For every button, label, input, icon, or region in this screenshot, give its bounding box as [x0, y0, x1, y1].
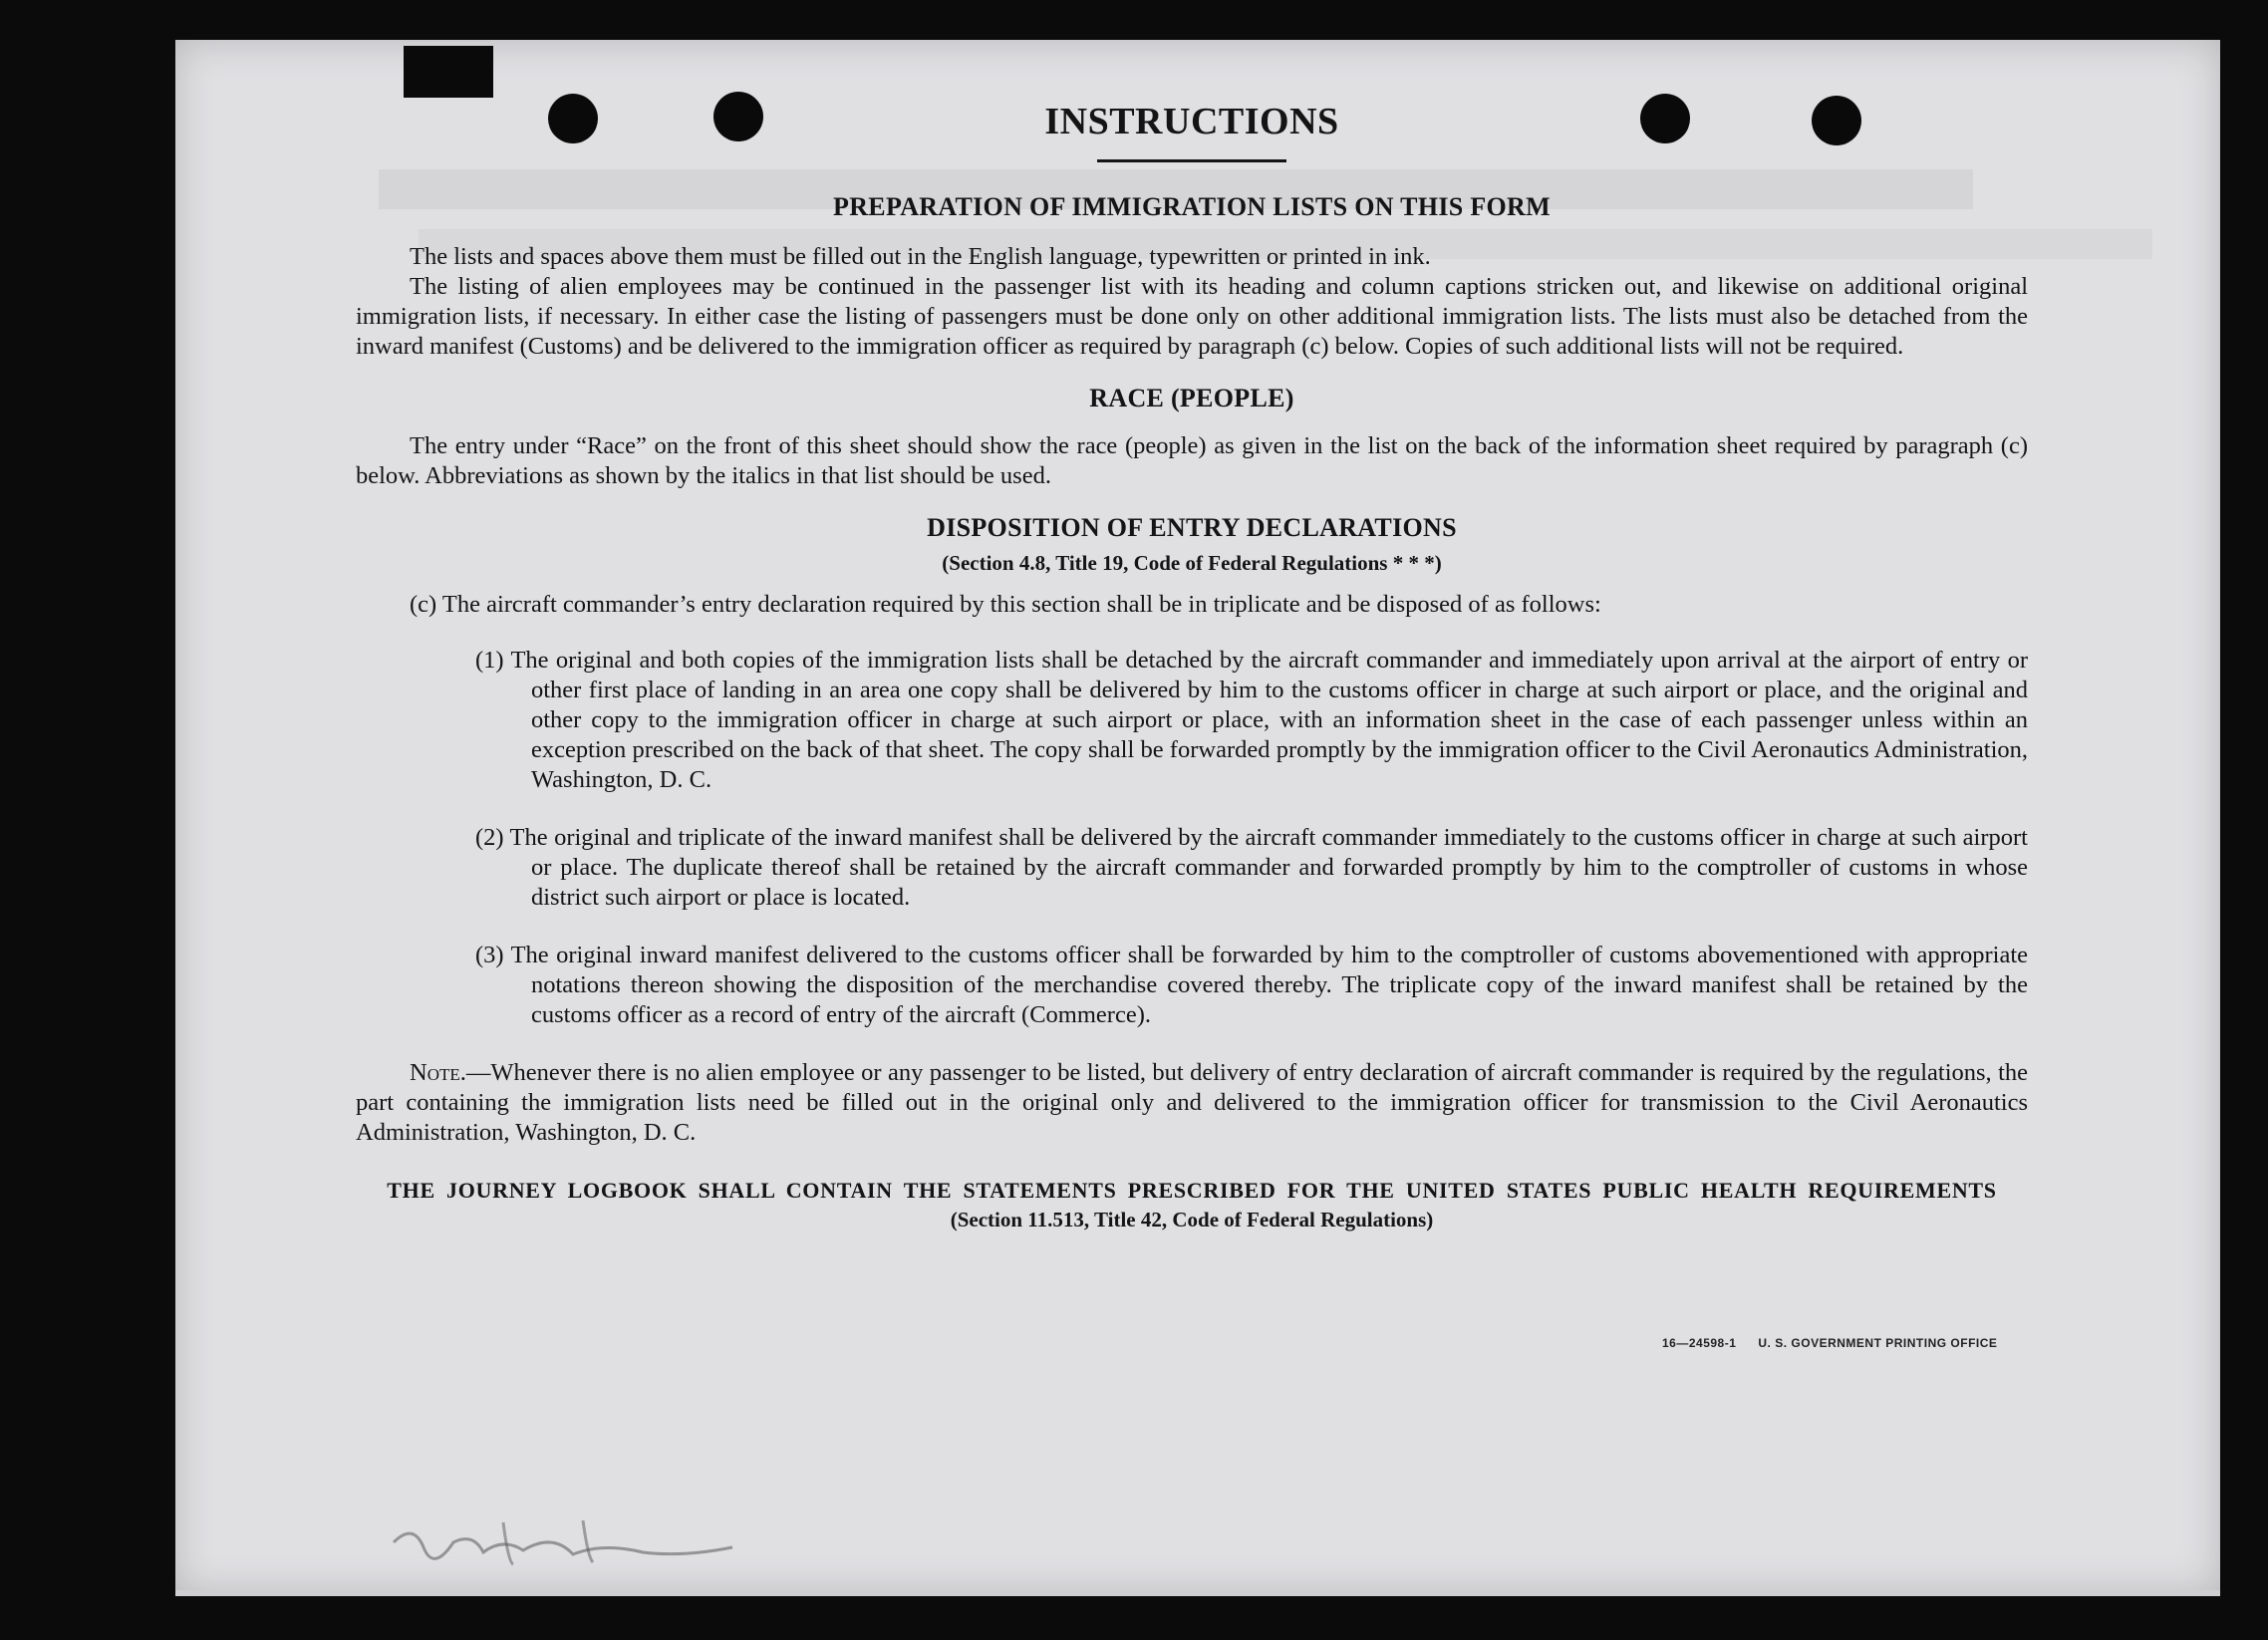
race-section — [356, 384, 2028, 491]
immigration-paragraph-2: The listing of alien employees may be continued in the passenger list with its heading and column captions stricken out, and likewise on additional original immigration lists, if necessary. In either case the listing of passengers must be done only on other additional immigration lists. The lists must also be detached from the inward manifest (Customs) and be delivered to the immigration officer as required by paragraph (c) below. Copies of such additional lists will not be required. — [356, 273, 2028, 360]
disposition-item: (3) The original inward manifest delivered to the customs officer shall be forwarded by him to the comptroller of customs abovementioned with appropriate notations thereon showing the disposition of the merchandise covered thereby. The triplicate copy of the inward manifest shall be retained by the customs officer as a record of entry of the aircraft (Commerce). — [475, 942, 2028, 1028]
immigration-paragraph-1: The lists and spaces above them must be filled out in the English language, typewritten or printed in ink. — [410, 243, 1431, 270]
note-label: Note. — [410, 1059, 466, 1086]
print-footer — [1662, 1336, 2019, 1350]
instructions-body — [356, 100, 2028, 1232]
disposition-item: (2) The original and triplicate of the inward manifest shall be delivered by the aircraft commander immediately to the customs officer in charge at such airport or place. The duplicate thereof shall be retained by the aircraft commander and forwarded promptly by him to the comptroller of customs in whose district such airport or place is located. — [475, 824, 2028, 911]
disposition-item: (1) The original and both copies of the immigration lists shall be detached by the aircraft commander and immediately upon arrival at the airport of entry or other first place of landing in an area one copy shall be delivered by him to the customs officer in charge at such airport or place, and the original and other copy to the immigration officer in charge at such airport or place, with an information sheet in the case of each passenger unless within an exception prescribed on the back of that sheet. The copy shall be forwarded promptly by the immigration officer to the Civil Aeronautics Administration, Washington, D. C. — [475, 647, 2028, 793]
disposition-items — [356, 646, 2028, 1030]
disposition-clause: (c) The aircraft commander’s entry declaration required by this section shall be in triplicate and be disposed of as follows: — [410, 591, 1601, 618]
race-heading: RACE (PEOPLE) — [1089, 384, 1294, 412]
disposition-heading: DISPOSITION OF ENTRY DECLARATIONS — [927, 513, 1457, 542]
filing-tab-mark — [404, 46, 493, 98]
form-number: 16—24598-1 — [1662, 1336, 1737, 1350]
handwritten-signature — [384, 1503, 742, 1582]
title-underline — [1097, 159, 1286, 162]
note-paragraph — [356, 1058, 2028, 1148]
immigration-heading: PREPARATION OF IMMIGRATION LISTS ON THIS FORM — [833, 192, 1551, 221]
printer-credit: U. S. GOVERNMENT PRINTING OFFICE — [1758, 1336, 1998, 1350]
disposition-section — [356, 513, 2028, 1030]
disposition-citation: (Section 4.8, Title 19, Code of Federal Regulations * * *) — [942, 551, 1442, 575]
sheet-edge — [175, 1590, 2220, 1596]
health-statement: THE JOURNEY LOGBOOK SHALL CONTAIN THE STATEMENTS PRESCRIBED FOR THE UNITED STATES PUBLIC HEALTH REQUIREMENTS — [387, 1178, 1997, 1203]
immigration-section — [356, 192, 2028, 362]
health-citation: (Section 11.513, Title 42, Code of Federal Regulations) — [950, 1208, 1434, 1231]
page-title: INSTRUCTIONS — [1044, 101, 1339, 142]
note-text: —Whenever there is no alien employee or any passenger to be listed, but delivery of entry declaration of aircraft commander is required by the regulations, the part containing the immigration lists need be filled out in the original only and delivered to the immigration officer for transmission to the Civil Aeronautics Administration, Washington, D. C. — [356, 1059, 2028, 1146]
race-paragraph: The entry under “Race” on the front of this sheet should show the race (people) as given in the list on the back of the information sheet required by paragraph (c) below. Abbreviations as shown by the italics in that list should be used. — [356, 432, 2028, 489]
